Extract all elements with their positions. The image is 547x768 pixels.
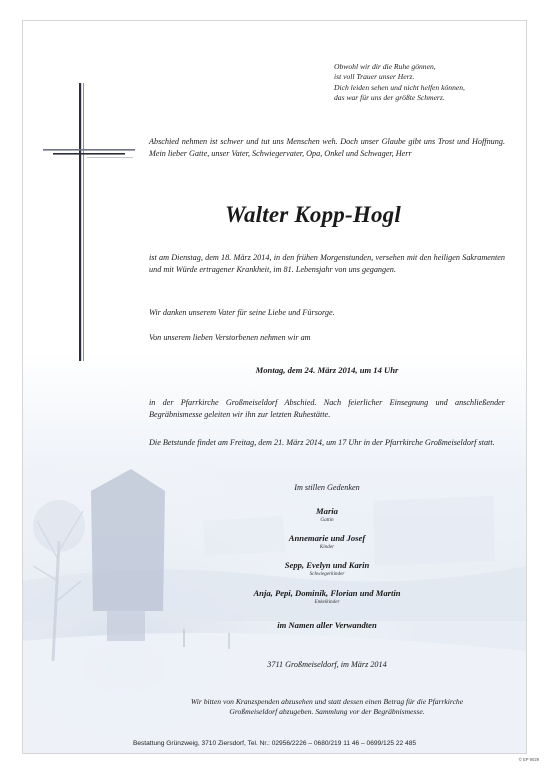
wreath-note [149, 697, 505, 718]
poem-line: Obwohl wir dir die Ruhe gönnen, [334, 62, 436, 71]
funeral-text: in der Pfarrkirche Großmeiseldorf Abschied. Nach feierlicher Einsegnung und anschließender Begräbnismesse geleiten wir ihn zur letzten Ruhestätte. [149, 398, 505, 419]
in-memory-heading: Im stillen Gedenken [294, 483, 360, 492]
intro-text: Abschied nehmen ist schwer und tut uns Menschen weh. Doch unser Glaube gibt uns Trost und Hoffnung. Mein lieber Gatte, unser Vater, Schwiegervater, Opa, Onkel und Schwager, Herr [149, 137, 505, 158]
poem-line: Dich leiden sehen und nicht helfen können, [334, 82, 465, 92]
mourner-relation: Kinder [319, 544, 335, 550]
mourner-names: Maria [316, 506, 338, 516]
poem-line: ist voll Trauer unser Herz. [334, 72, 415, 82]
mourner-names: Annemarie und Josef [288, 533, 366, 543]
funeral-home-footer: Bestattung Grünzweig, 3710 Ziersdorf, Tel. Nr.: 02956/2226 – 0680/219 11 46 – 0699/125 22 485 [132, 740, 417, 747]
mourner-entry [149, 588, 505, 606]
mourner-names: Anja, Pepi, Dominik, Florian und Martin [253, 588, 401, 598]
deceased-name: Walter Kopp-Hogl [225, 202, 401, 227]
poem-line: das war für uns der größte Schmerz. [334, 93, 445, 103]
poem [334, 62, 465, 104]
parte-sheet [22, 20, 527, 754]
prayer-text: Die Betstunde findet am Freitag, dem 21. März 2014, um 17 Uhr in der Pfarrkirche Großmeiseldorf statt. [149, 438, 495, 447]
mourner-entry [149, 533, 505, 551]
document-code: © EP 9029 [518, 757, 539, 762]
thanks-text: Wir danken unserem Vater für seine Liebe und Fürsorge. [149, 308, 335, 317]
farewell-intro: Von unserem lieben Verstorbenen nehmen wir am [149, 333, 311, 342]
mourner-entry [149, 560, 505, 578]
funeral-date: Montag, dem 24. März 2014, um 14 Uhr [255, 365, 399, 375]
wreath-note-line: Wir bitten von Kranzspenden abzusehen und statt dessen einen Betrag für die Pfarrkirche [190, 697, 464, 706]
mourner-relation: Enkelkinder [314, 599, 340, 605]
relatives-line: im Namen aller Verwandten [277, 620, 377, 630]
mourner-relation: Schwiegerkinder [309, 571, 345, 577]
mourner-relation: Gattin [320, 517, 334, 523]
place-date: 3711 Großmeiseldorf, im März 2014 [267, 660, 387, 669]
mourner-names: Sepp, Evelyn und Karin [284, 560, 370, 570]
wreath-note-line: Großmeiseldorf abzugeben. Sammlung vor der Begräbnismesse. [229, 707, 425, 717]
death-announcement: ist am Dienstag, dem 18. März 2014, in den frühen Morgenstunden, versehen mit den heiligen Sakramenten und mit Würde ertragener Krankheit, im 81. Lebensjahr von uns gegangen. [149, 253, 505, 274]
mourner-entry [149, 506, 505, 524]
